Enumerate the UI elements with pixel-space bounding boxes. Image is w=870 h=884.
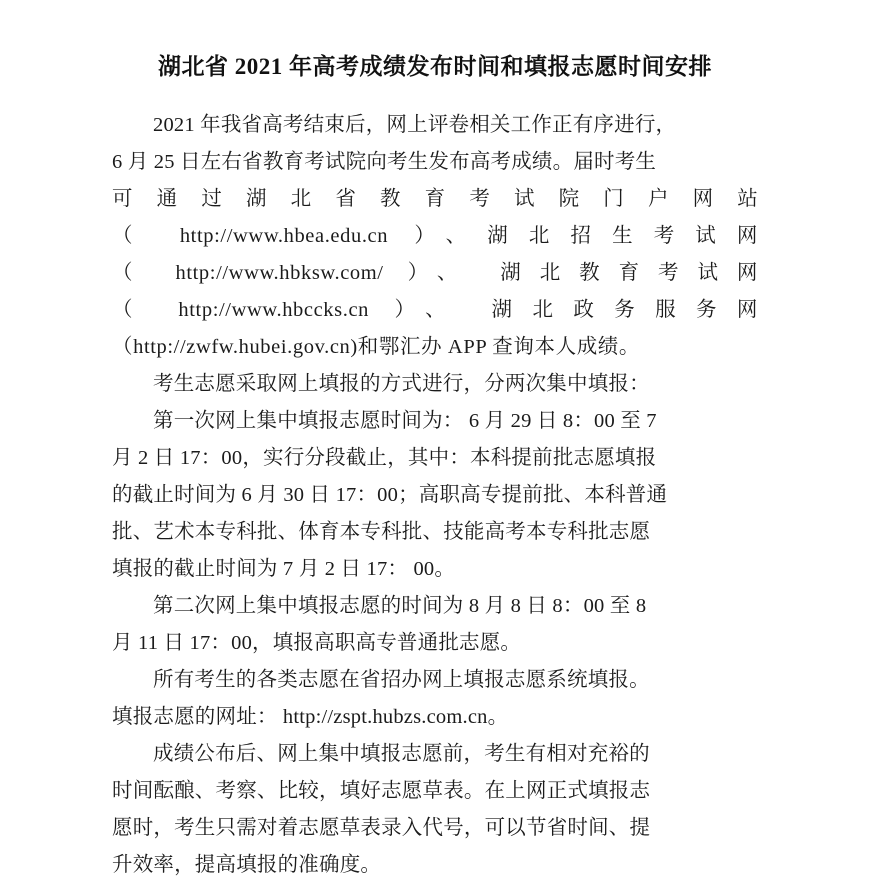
paragraph-line-url: （ http://www.hbccks.cn ）、 湖北政务服务网 [112,299,758,321]
paragraph-line: 第二次网上集中填报志愿的时间为 8 月 8 日 8：00 至 8 [153,595,647,617]
paragraph-line: 月 2 日 17：00，实行分段截止，其中：本科提前批志愿填报 [112,447,657,469]
paragraph-line-url: 填报志愿的网址： http://zspt.hubzs.com.cn。 [112,706,509,728]
paragraph-line: 月 11 日 17：00，填报高职高专普通批志愿。 [112,632,522,654]
page-title: 湖北省 2021 年高考成绩发布时间和填报志愿时间安排 [158,54,712,79]
paragraph-line: 所有考生的各类志愿在省招办网上填报志愿系统填报。 [153,669,650,691]
paragraph-line: 成绩公布后、网上集中填报志愿前，考生有相对充裕的 [153,743,650,765]
paragraph-line-url: （ http://www.hbea.edu.cn ）、湖北招生考试网 [112,225,758,247]
paragraph-line: 批、艺术本专科批、体育本专科批、技能高考本专科批志愿 [112,521,651,543]
paragraph-line: 6 月 25 日左右省教育考试院向考生发布高考成绩。届时考生 [112,151,657,173]
paragraph-line: 填报的截止时间为 7 月 2 日 17： 00。 [112,558,456,580]
paragraph-line: 2021 年我省高考结束后，网上评卷相关工作正有序进行， [153,114,677,136]
paragraph-line: 升效率，提高填报的准确度。 [112,854,382,876]
paragraph-line-url: （ http://www.hbksw.com/ ）、 湖北教育考试网 [112,262,758,284]
paragraph-line: 时间酝酿、考察、比较，填好志愿草表。在上网正式填报志 [112,780,651,802]
paragraph-line-url: （http://zwfw.hubei.gov.cn)和鄂汇办 APP 查询本人成绩。 [112,336,640,358]
paragraph-line: 可通过湖北省教育考试院门户网站 [112,188,758,210]
paragraph-line: 考生志愿采取网上填报的方式进行，分两次集中填报： [153,373,650,395]
paragraph-line: 的截止时间为 6 月 30 日 17：00；高职高专提前批、本科普通 [112,484,668,506]
paragraph-line: 愿时，考生只需对着志愿草表录入代号，可以节省时间、提 [112,817,651,839]
paragraph-line: 第一次网上集中填报志愿时间为： 6 月 29 日 8：00 至 7 [153,410,657,432]
